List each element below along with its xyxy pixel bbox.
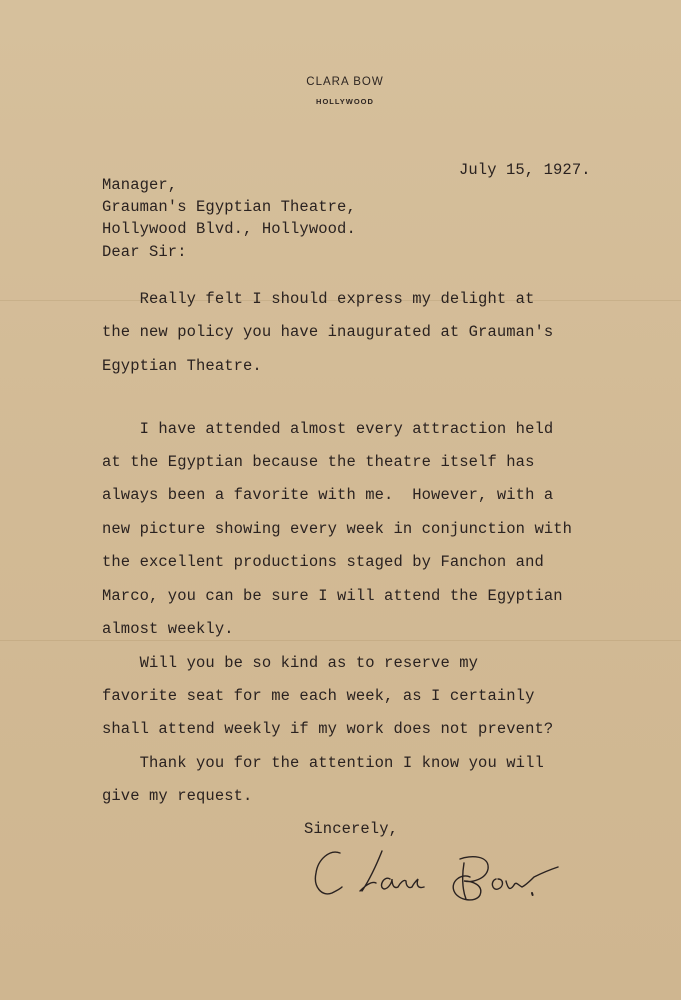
address-line: Hollywood Blvd., Hollywood. — [102, 220, 356, 238]
body-line: Really felt I should express my delight at — [102, 290, 535, 308]
paper-fold — [0, 640, 681, 641]
body-line: give my request. — [102, 787, 253, 805]
body-line: Marco, you can be sure I will attend the Egyptian — [102, 587, 563, 605]
body-line: Will you be so kind as to reserve my — [102, 654, 479, 672]
body-line: new picture showing every week in conjunction with — [102, 520, 573, 538]
letterhead-name: CLARA BOW — [306, 76, 384, 88]
address-line: Grauman's Egyptian Theatre, — [102, 198, 356, 216]
salutation: Dear Sir: — [102, 243, 187, 261]
letter-date: July 15, 1927. — [459, 161, 591, 179]
body-line: almost weekly. — [102, 620, 234, 638]
body-line: Thank you for the attention I know you will — [102, 754, 544, 772]
body-line: shall attend weekly if my work does not prevent? — [102, 720, 554, 738]
body-line: the excellent productions staged by Fanchon and — [102, 553, 544, 571]
handwritten-signature — [300, 845, 570, 915]
letterhead-place: HOLLYWOOD — [316, 97, 374, 106]
body-line: Egyptian Theatre. — [102, 357, 262, 375]
body-line: at the Egyptian because the theatre itself has — [102, 453, 535, 471]
address-line: Manager, — [102, 176, 178, 194]
closing: Sincerely, — [304, 820, 399, 838]
body-line: the new policy you have inaugurated at Grauman's — [102, 323, 554, 341]
body-line: I have attended almost every attraction held — [102, 420, 554, 438]
body-line: favorite seat for me each week, as I certainly — [102, 687, 535, 705]
body-line: always been a favorite with me. However, with a — [102, 486, 554, 504]
